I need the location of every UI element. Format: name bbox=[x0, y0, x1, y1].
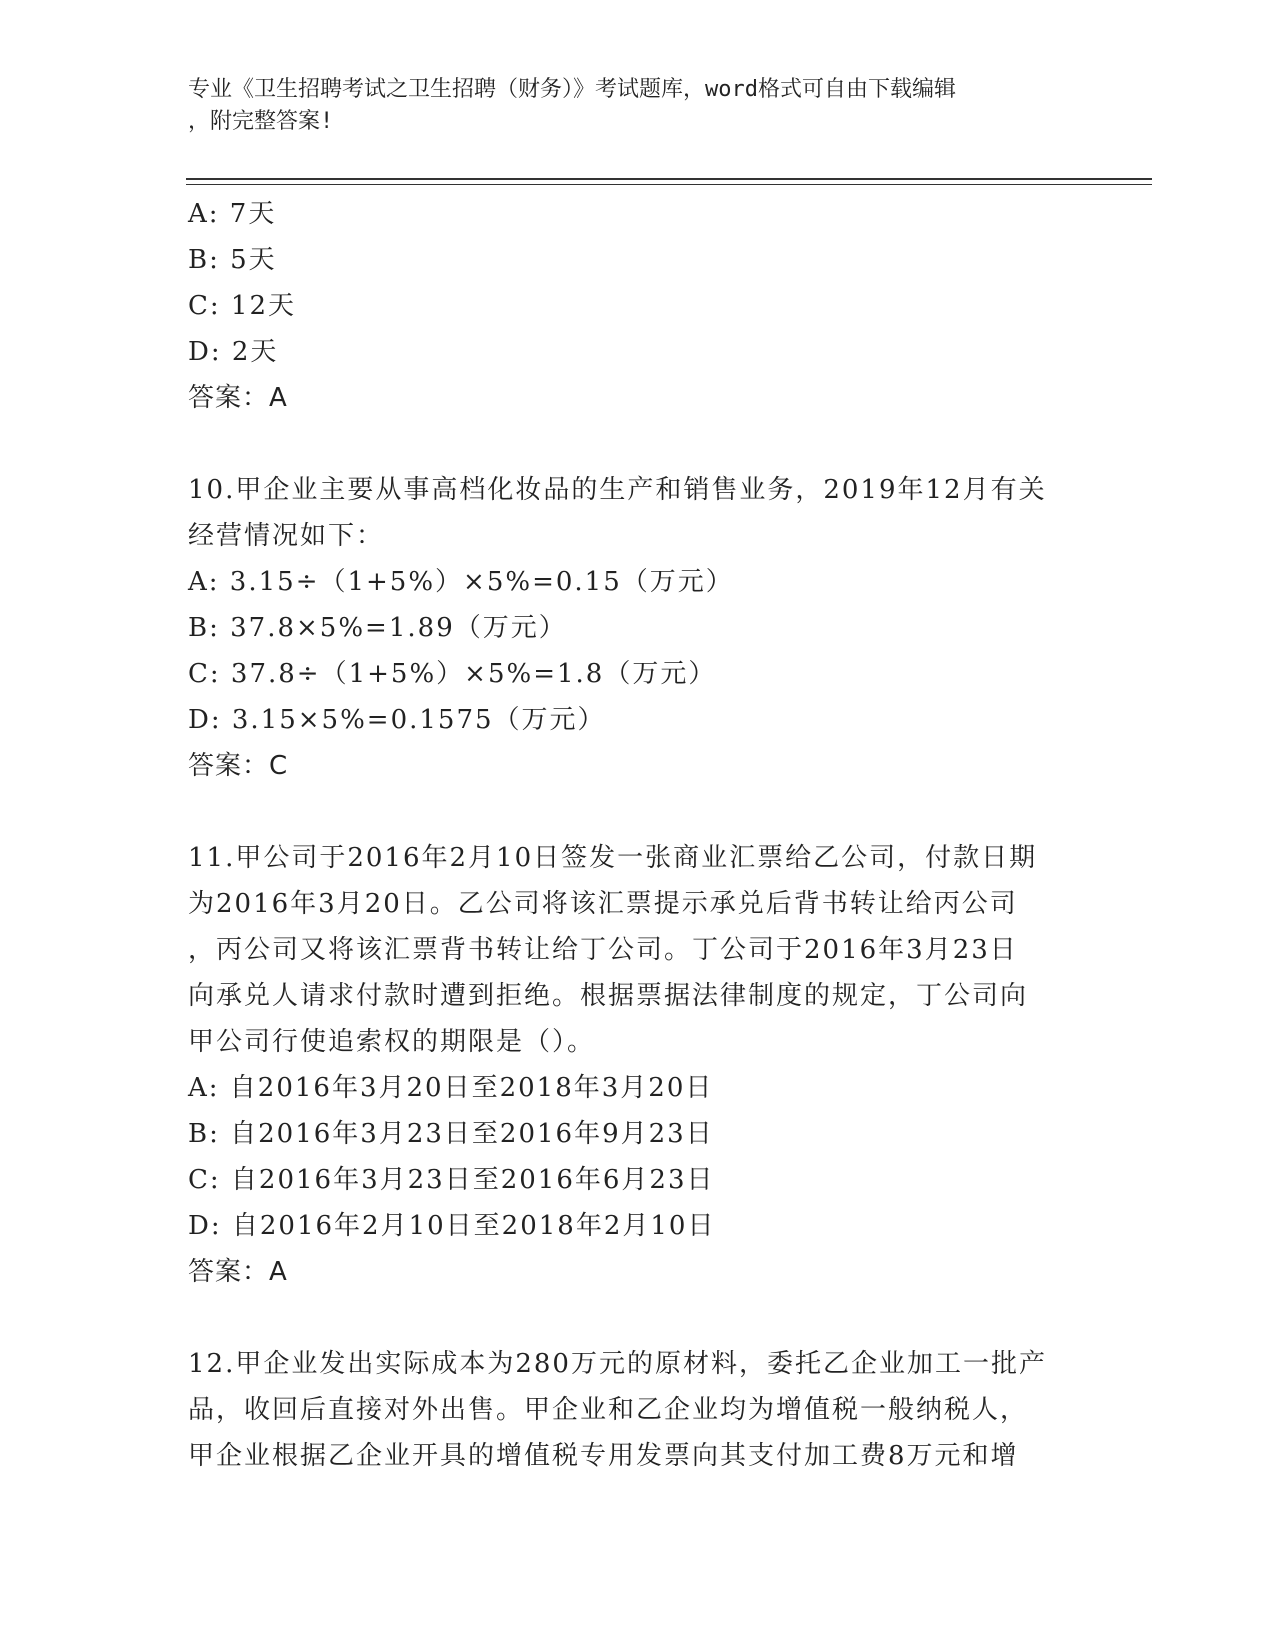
question-stem-line: 经营情况如下： bbox=[188, 521, 385, 551]
question-stem-line: 甲企业根据乙企业开具的增值税专用发票向其支付加工费8万元和增 bbox=[188, 1441, 1019, 1471]
option-d: D: 自2016年2月10日至2018年2月10日 bbox=[188, 1211, 716, 1241]
spacer bbox=[188, 421, 1088, 467]
option-b: B: 自2016年3月23日至2016年9月23日 bbox=[188, 1119, 714, 1149]
answer: 答案：A bbox=[188, 383, 288, 413]
option-a: A: 7天 bbox=[188, 199, 277, 229]
question-stem-line: 甲公司行使追索权的期限是（）。 bbox=[188, 1027, 596, 1057]
question-9 bbox=[188, 191, 1088, 421]
question-stem-line: 品，收回后直接对外出售。甲企业和乙企业均为增值税一般纳税人， bbox=[188, 1395, 1029, 1425]
question-10 bbox=[188, 467, 1088, 789]
header-rule-thick bbox=[186, 178, 1152, 180]
option-c: C: 12天 bbox=[188, 291, 297, 321]
header-line-1: 专业《卫生招聘考试之卫生招聘（财务）》考试题库，word格式可自由下载编辑 bbox=[188, 77, 956, 102]
question-stem-line: 11.甲公司于2016年2月10日签发一张商业汇票给乙公司，付款日期 bbox=[188, 843, 1038, 873]
question-stem-line: ，丙公司又将该汇票背书转让给丁公司。丁公司于2016年3月23日 bbox=[188, 935, 1018, 965]
spacer bbox=[188, 789, 1088, 835]
option-b: B: 5天 bbox=[188, 245, 277, 275]
option-b: B: 37.8×5%=1.89（万元） bbox=[188, 613, 567, 643]
header-line-2: ，附完整答案! bbox=[188, 109, 334, 134]
header-rule-thin bbox=[186, 184, 1152, 185]
option-c: C: 自2016年3月23日至2016年6月23日 bbox=[188, 1165, 715, 1195]
answer: 答案：C bbox=[188, 751, 289, 781]
question-content bbox=[188, 191, 1088, 1479]
option-a: A: 3.15÷（1+5%）×5%=0.15（万元） bbox=[188, 567, 734, 597]
option-a: A: 自2016年3月20日至2018年3月20日 bbox=[188, 1073, 714, 1103]
question-11 bbox=[188, 835, 1088, 1295]
spacer bbox=[188, 1295, 1088, 1341]
question-stem-line: 向承兑人请求付款时遭到拒绝。根据票据法律制度的规定，丁公司向 bbox=[188, 981, 1029, 1011]
document-header bbox=[188, 74, 1068, 138]
question-stem-line: 为2016年3月20日。乙公司将该汇票提示承兑后背书转让给丙公司 bbox=[188, 889, 1018, 919]
option-d: D: 2天 bbox=[188, 337, 279, 367]
question-12 bbox=[188, 1341, 1088, 1479]
question-stem-line: 12.甲企业发出实际成本为280万元的原材料，委托乙企业加工一批产 bbox=[188, 1349, 1047, 1379]
option-c: C: 37.8÷（1+5%）×5%=1.8（万元） bbox=[188, 659, 717, 689]
option-d: D: 3.15×5%=0.1575（万元） bbox=[188, 705, 606, 735]
question-stem-line: 10.甲企业主要从事高档化妆品的生产和销售业务，2019年12月有关 bbox=[188, 475, 1047, 505]
answer: 答案：A bbox=[188, 1257, 288, 1287]
